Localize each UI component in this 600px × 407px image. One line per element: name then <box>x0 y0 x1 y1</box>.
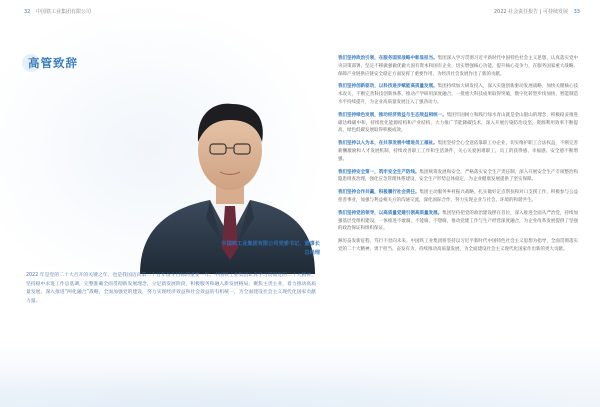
paragraph-lead: 我们坚持党的领导，以高质量党建引领高质量发展。 <box>338 210 443 216</box>
header-right <box>494 8 580 15</box>
closing-paragraph <box>338 238 578 254</box>
intro-paragraph: 2022 年是党的二十大召开的关键之年，也是我国迈向第二个百年奋斗目标的重要一年。中国铁工业集团认真学习贯彻党的二十大精神，坚持稳中求进工作总基调，完整准确全面贯彻新发展理念，立足新发展阶段，积极服务和融入新发展格局，聚焦主责主业，着力推动高质量发展，深入推进“两化融合”战略，全面加强党的建设，努力实现经济效益和社会效益的有机统一，为全面建设社会主义现代化国家贡献力量。 <box>26 273 316 304</box>
header-report-title: 2022 社会责任报告 | 可持续发展 <box>493 9 569 15</box>
paragraph-body: 集团坚持全心全意依靠职工办企业，切实维护职工合法权益，不断完善薪酬激励和人才发展机制，持续改善职工工作和生活条件，关心关爱困难职工，员工的获得感、幸福感、安全感不断增强。 <box>338 141 579 162</box>
paragraph-lead: 我们坚持政治引领，在服务国家战略中彰显担当。 <box>338 56 438 61</box>
caption-title: 中国铁工业集团有限公司党委书记、董事长 <box>221 241 320 247</box>
message-paragraph <box>338 210 578 233</box>
message-body <box>338 55 578 259</box>
paragraph-lead: 我们坚持创新驱动，以科技进步赋能高质量发展。 <box>338 84 438 90</box>
paragraph-lead: 我们坚持合作共赢，积极履行社会责任。 <box>338 190 420 196</box>
paragraph-body: 集团主动服务乡村振兴战略，扎实做好定点帮扶和对口支援工作，积极参与公益慈善事业，加强与利益相关方的沟通交流，深化国际合作，努力实现企业与社会、环境的和谐共生。 <box>338 190 579 203</box>
header-company: 中国铁工业集团有限公司 <box>35 9 91 15</box>
section-title <box>22 54 78 72</box>
message-paragraph <box>338 112 578 135</box>
paragraph-body: 集团深入学习贯彻习近平新时代中国特色社会主义思想，认真落实党中央决策部署，坚定不移做强做优做大国有资本和国有企业，切实增强核心功能，提升核心竞争力，在服务国家重大战略、保障产业链供应链安全稳定方面发挥了重要作用，为经济社会发展作出了新的贡献。 <box>338 56 579 77</box>
page-number-left: 32 <box>24 9 31 15</box>
message-paragraph <box>338 169 578 185</box>
paragraph-body: 集团持续加大研发投入，深入实施创新驱动发展战略，加快关键核心技术攻关，不断完善科技创新体系，推动产学研用深度融合，一批重大科技成果取得突破，数字化转型步伐加快，智能制造水平持续提升，为企业高质量发展注入了强劲动力。 <box>338 84 579 105</box>
paragraph-lead: 我们坚持安全第一，筑牢安全生产防线。 <box>338 169 420 175</box>
header-left <box>24 8 91 15</box>
paragraph-body: 集团统筹发展和安全，严格落实安全生产责任制，深入开展安全生产专项整治和隐患排查治理，强化应急管理体系建设，安全生产形势总体稳定，为企业健康发展提供了坚实保障。 <box>338 169 579 183</box>
page-number-right: 33 <box>573 9 580 15</box>
background-footer-wash <box>0 337 600 407</box>
paragraph-lead: 我们坚持绿色发展，推动经济效益与生态效益相统一。 <box>338 112 447 118</box>
message-paragraph <box>338 140 578 163</box>
paragraph-body: 踔厉奋发新征程，笃行不怠向未来。中国铁工业集团将坚持以习近平新时代中国特色社会主义思想为指导，全面贯彻落实党的二十大精神，勇于担当、奋发有为，持续推动高质量发展，为全面建设社会主义现代化国家作出新的更大贡献。 <box>338 239 578 252</box>
portrait-caption <box>178 240 320 258</box>
message-paragraph <box>338 83 578 106</box>
page-title: 高管致辞 <box>28 56 78 70</box>
caption-name: 总经理 <box>304 250 320 256</box>
message-paragraph <box>338 189 578 205</box>
paragraph-lead: 我们坚持以人为本，在共享发展中增进员工福祉。 <box>338 141 438 147</box>
message-paragraph <box>338 55 578 78</box>
paragraph-body: 集团坚持把党的政治建设摆在首位，深入推进全面从严治党，持续加强基层党组织建设，一体推进不敢腐、不能腐、不想腐，推动党建工作与生产经营深度融合，为企业改革发展提供了坚强的政治保证和组织保证。 <box>338 210 579 232</box>
paragraph-body: 集团牢固树立和践行绿水青山就是金山银山的理念，积极稳妥推进碳达峰碳中和，持续优化能源结构和产业结构，大力推广节能降碳技术，深入开展污染防治攻坚，资源利用效率不断提高，绿色低碳发展取得积极成效。 <box>338 112 579 134</box>
